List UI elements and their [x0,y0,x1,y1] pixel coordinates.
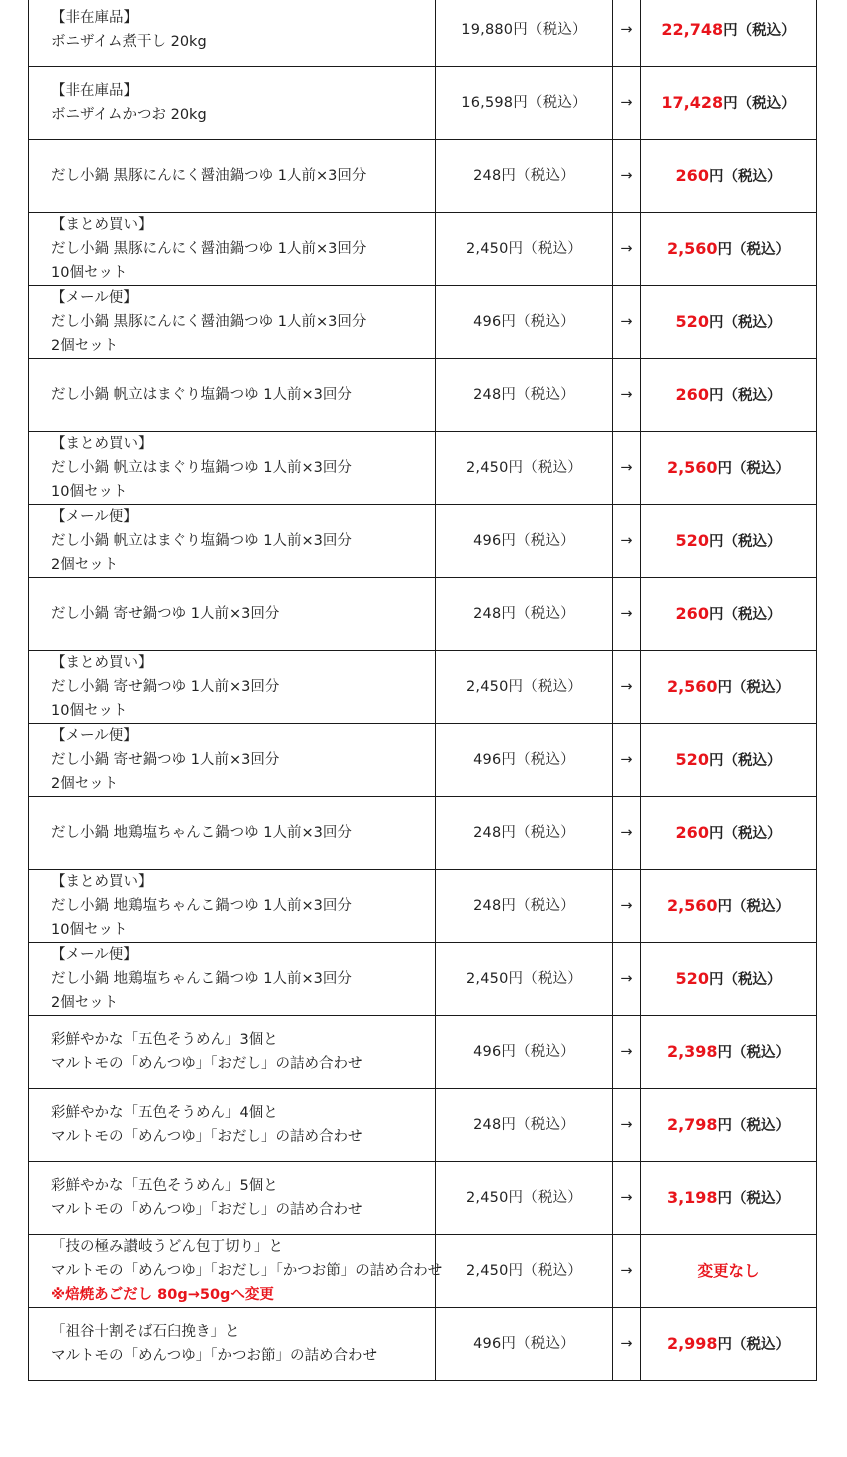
table-row [29,1016,817,1089]
product-name-line: 10個セット [51,922,128,938]
price-change-table [28,0,817,1381]
new-price-unit: 円（税込） [717,1336,791,1353]
product-name-cell [29,0,436,67]
product-name-cell [29,1016,436,1089]
old-price-cell: 248円（税込） [436,140,613,213]
product-name-cell [29,505,436,578]
table-row [29,67,817,140]
new-price-cell [641,578,817,651]
product-name-line: 10個セット [51,484,128,500]
product-name-cell [29,870,436,943]
product-name-line: 10個セット [51,703,128,719]
arrow-icon: → [613,359,641,432]
new-price-value: 17,428 [661,92,724,112]
new-price-cell [641,943,817,1016]
arrow-icon: → [613,1235,641,1308]
new-price-value: 520 [675,311,709,331]
table-row [29,1089,817,1162]
product-name-line: だし小鍋 帆立はまぐり塩鍋つゆ 1人前×3回分 [51,460,352,476]
new-price-value: 3,198 [666,1187,718,1207]
new-price-unit: 円（税込） [717,1117,791,1134]
new-price-unit: 円（税込） [717,898,791,915]
product-name-cell [29,359,436,432]
product-name-line: 2個セット [51,557,119,573]
new-price-value: 2,560 [666,457,718,477]
new-price-value: 260 [675,384,709,404]
new-price-value: 2,560 [666,676,718,696]
product-name-cell [29,213,436,286]
product-name-line: だし小鍋 寄せ鍋つゆ 1人前×3回分 [51,606,280,622]
new-price-value: 2,560 [666,238,718,258]
product-name-line: だし小鍋 黒豚にんにく醤油鍋つゆ 1人前×3回分 [51,241,367,257]
product-name-line: マルトモの「めんつゆ」「おだし」の詰め合わせ [51,1202,363,1218]
product-name-line: だし小鍋 黒豚にんにく醤油鍋つゆ 1人前×3回分 [51,168,367,184]
arrow-icon: → [613,1016,641,1089]
new-price-value: 520 [675,749,709,769]
arrow-icon: → [613,1089,641,1162]
product-name-line: だし小鍋 地鶏塩ちゃんこ鍋つゆ 1人前×3回分 [51,825,352,841]
new-price-cell [641,1089,817,1162]
arrow-icon: → [613,797,641,870]
arrow-icon: → [613,67,641,140]
product-name-line: だし小鍋 寄せ鍋つゆ 1人前×3回分 [51,679,280,695]
old-price-cell: 248円（税込） [436,578,613,651]
product-name-line: 【メール便】 [51,728,138,744]
new-price-cell [641,724,817,797]
old-price-cell: 248円（税込） [436,359,613,432]
new-price-value: 260 [675,165,709,185]
table-row [29,1308,817,1381]
arrow-icon: → [613,943,641,1016]
new-price-cell [641,797,817,870]
table-row [29,140,817,213]
new-price-value: 260 [675,822,709,842]
arrow-icon: → [613,432,641,505]
product-name-cell [29,140,436,213]
old-price-cell: 2,450円（税込） [436,432,613,505]
product-name-line: 「祖谷十割そば石臼挽き」と [51,1324,240,1340]
product-name-cell [29,797,436,870]
old-price-cell: 496円（税込） [436,286,613,359]
product-name-line: だし小鍋 黒豚にんにく醤油鍋つゆ 1人前×3回分 [51,314,367,330]
product-name-line: マルトモの「めんつゆ」「おだし」の詰め合わせ [51,1129,363,1145]
product-name-cell [29,578,436,651]
new-price-unit: 円（税込） [723,22,796,39]
product-name-line: 【まとめ買い】 [51,217,153,233]
product-name-cell [29,67,436,140]
product-name-line: だし小鍋 帆立はまぐり塩鍋つゆ 1人前×3回分 [51,533,352,549]
new-price-unit: 円（税込） [717,241,791,258]
new-price-value: 2,998 [666,1333,718,1353]
product-name-line: 【非在庫品】 [51,10,138,26]
table-row [29,1235,817,1308]
new-price-cell [641,505,817,578]
table-row [29,1162,817,1235]
new-price-unit: 円（税込） [717,1044,791,1061]
product-name-line: 彩鮮やかな「五色そうめん」5個と [51,1178,278,1194]
product-name-cell [29,1089,436,1162]
new-price-unit: 円（税込） [708,168,782,185]
new-price-value: 2,798 [666,1114,718,1134]
product-name-line: だし小鍋 地鶏塩ちゃんこ鍋つゆ 1人前×3回分 [51,898,352,914]
new-price-cell [641,432,817,505]
product-change-note: ※焙焼あごだし 80g→50gへ変更 [51,1287,274,1303]
new-price-cell [641,651,817,724]
new-price-unit: 円（税込） [723,95,796,112]
new-price-cell [641,870,817,943]
product-name-cell [29,1308,436,1381]
old-price-cell: 248円（税込） [436,1089,613,1162]
arrow-icon: → [613,724,641,797]
new-price-cell [641,1016,817,1089]
new-price-cell [641,0,817,67]
new-price-value: 2,398 [666,1041,718,1061]
product-name-line: だし小鍋 寄せ鍋つゆ 1人前×3回分 [51,752,280,768]
product-name-line: 【まとめ買い】 [51,436,153,452]
table-row [29,724,817,797]
product-name-line: 【メール便】 [51,509,138,525]
product-name-cell [29,286,436,359]
table-row [29,943,817,1016]
product-name-line: 【まとめ買い】 [51,874,153,890]
product-name-line: マルトモの「めんつゆ」「かつお節」の詰め合わせ [51,1348,377,1364]
product-name-line: ボニザイムかつお 20kg [51,107,207,123]
product-name-line: 【メール便】 [51,290,138,306]
old-price-cell: 248円（税込） [436,797,613,870]
table-row [29,286,817,359]
old-price-cell: 496円（税込） [436,505,613,578]
new-price-unit: 円（税込） [717,679,791,696]
new-price-value: 520 [675,968,709,988]
product-name-line: ボニザイム煮干し 20kg [51,34,207,50]
product-name-line: 彩鮮やかな「五色そうめん」3個と [51,1032,278,1048]
product-name-cell [29,943,436,1016]
arrow-icon: → [613,0,641,67]
table-row [29,797,817,870]
new-price-value: 520 [675,530,709,550]
table-row [29,578,817,651]
new-price-cell [641,140,817,213]
new-price-unit: 円（税込） [717,460,791,477]
product-name-line: だし小鍋 地鶏塩ちゃんこ鍋つゆ 1人前×3回分 [51,971,352,987]
arrow-icon: → [613,505,641,578]
old-price-cell: 2,450円（税込） [436,943,613,1016]
product-name-line: 2個セット [51,338,119,354]
new-price-cell [641,286,817,359]
new-price-cell [641,213,817,286]
old-price-cell: 248円（税込） [436,870,613,943]
old-price-cell: 16,598円（税込） [436,67,613,140]
old-price-cell: 496円（税込） [436,1308,613,1381]
product-name-line: 【まとめ買い】 [51,655,153,671]
product-name-line: 「技の極み讃岐うどん包丁切り」と [51,1239,283,1255]
product-name-cell [29,432,436,505]
arrow-icon: → [613,1308,641,1381]
new-price-unit: 円（税込） [708,387,782,404]
new-price-unit: 円（税込） [708,314,782,331]
new-price-value: 22,748 [661,19,724,39]
product-name-line: 彩鮮やかな「五色そうめん」4個と [51,1105,278,1121]
new-price-unit: 円（税込） [708,752,782,769]
product-name-line: だし小鍋 帆立はまぐり塩鍋つゆ 1人前×3回分 [51,387,352,403]
new-price-unit: 円（税込） [708,825,782,842]
arrow-icon: → [613,1162,641,1235]
new-price-cell [641,67,817,140]
arrow-icon: → [613,140,641,213]
table-row [29,0,817,67]
new-price-unit: 円（税込） [708,533,782,550]
old-price-cell: 496円（税込） [436,724,613,797]
new-price-cell [641,359,817,432]
table-row [29,870,817,943]
arrow-icon: → [613,286,641,359]
new-price-value: 260 [675,603,709,623]
table-row [29,432,817,505]
old-price-cell: 2,450円（税込） [436,213,613,286]
old-price-cell: 19,880円（税込） [436,0,613,67]
new-price-cell [641,1162,817,1235]
product-name-cell [29,651,436,724]
new-price-cell [641,1308,817,1381]
product-name-line: 2個セット [51,995,119,1011]
table-row [29,505,817,578]
price-table-body [29,0,817,1381]
arrow-icon: → [613,213,641,286]
table-row [29,213,817,286]
new-price-unit: 円（税込） [717,1190,791,1207]
old-price-cell: 496円（税込） [436,1016,613,1089]
arrow-icon: → [613,578,641,651]
table-row [29,359,817,432]
old-price-cell: 2,450円（税込） [436,1235,613,1308]
product-name-cell [29,724,436,797]
arrow-icon: → [613,651,641,724]
new-price-cell [641,1235,817,1308]
product-name-line: 【非在庫品】 [51,83,138,99]
old-price-cell: 2,450円（税込） [436,1162,613,1235]
no-change-label: 変更なし [697,1261,760,1280]
product-name-cell [29,1162,436,1235]
product-name-line: 10個セット [51,265,128,281]
product-name-cell [29,1235,443,1308]
old-price-cell: 2,450円（税込） [436,651,613,724]
product-name-line: 【メール便】 [51,947,138,963]
new-price-unit: 円（税込） [708,971,782,988]
table-row [29,651,817,724]
product-name-line: マルトモの「めんつゆ」「おだし」の詰め合わせ [51,1056,363,1072]
product-name-line: 2個セット [51,776,119,792]
product-name-line: マルトモの「めんつゆ」「おだし」「かつお節」の詰め合わせ [51,1263,443,1279]
new-price-value: 2,560 [666,895,718,915]
arrow-icon: → [613,870,641,943]
new-price-unit: 円（税込） [708,606,782,623]
